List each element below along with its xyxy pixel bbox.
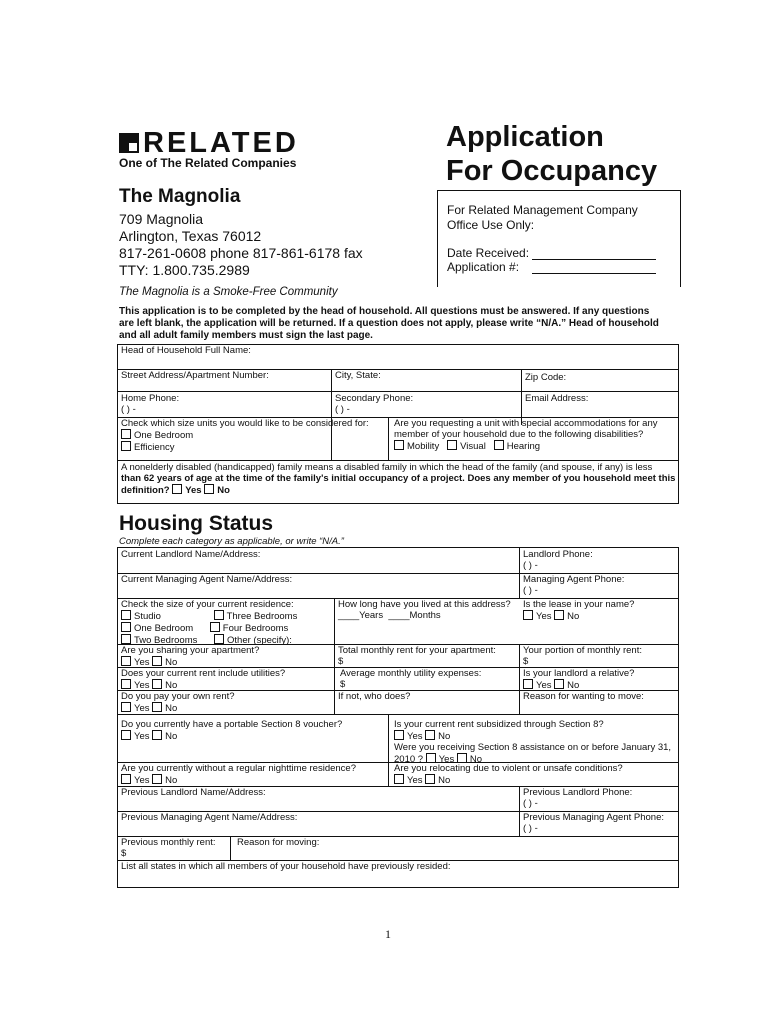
property-tty: TTY: 1.800.735.2989: [119, 262, 250, 278]
unit-size-label: Check which size units you would like to be considered for:: [121, 418, 369, 429]
yes-label: Yes: [185, 485, 202, 496]
hearing-label: Hearing: [506, 441, 541, 452]
utilities-question: [121, 668, 285, 691]
property-name: The Magnolia: [119, 186, 241, 207]
office-use-box: [437, 190, 681, 287]
nighttime-question: [121, 763, 356, 786]
monthly-rent-label: Total monthly rent for your apartment:: [338, 645, 496, 656]
yes-label: Yes: [134, 657, 150, 668]
secondary-phone-label: Secondary Phone:: [335, 393, 414, 404]
no-label: No: [165, 731, 178, 742]
prev-reason-field[interactable]: Reason for moving:: [237, 837, 320, 848]
avg-utility-label: Average monthly utility expenses:: [340, 668, 482, 679]
yes-checkbox[interactable]: [121, 774, 131, 784]
one-bed-checkbox[interactable]: [121, 622, 131, 632]
efficiency-label: Efficiency: [134, 442, 175, 453]
prev-rent-label: Previous monthly rent:: [121, 837, 216, 848]
other-checkbox[interactable]: [214, 634, 224, 644]
prev-landlord-phone-label: Previous Landlord Phone:: [523, 787, 633, 798]
visual-checkbox[interactable]: [447, 440, 457, 450]
related-logo: [119, 128, 299, 158]
home-phone-label: Home Phone:: [121, 393, 180, 404]
efficiency-option[interactable]: [121, 441, 369, 453]
yes-label: Yes: [407, 775, 423, 786]
one-bed-label: One Bedroom: [134, 623, 194, 634]
dollar-sign: $: [523, 656, 529, 667]
date-received-label: Date Received:: [447, 246, 530, 260]
prev-agent-phone-field[interactable]: [523, 812, 664, 834]
yes-label: Yes: [536, 680, 552, 691]
nighttime-label: Are you currently without a regular nighttime residence?: [121, 763, 356, 774]
disabled-definition-question: [121, 462, 675, 496]
definition-line-2: than 62 years of age at the time of the family's initial occupancy of a project. Does any member of you household meet this: [121, 473, 676, 484]
prev-agent-field[interactable]: Previous Managing Agent Name/Address:: [121, 812, 298, 823]
agent-phone-label: Managing Agent Phone:: [523, 574, 625, 585]
one-bedroom-label: One Bedroom: [134, 430, 194, 441]
no-checkbox[interactable]: [152, 730, 162, 740]
unit-size-question: [121, 418, 369, 453]
mobility-label: Mobility: [407, 441, 440, 452]
own-rent-label: Do you pay your own rent?: [121, 691, 235, 702]
no-checkbox[interactable]: [425, 730, 435, 740]
logo-text: RELATED: [143, 127, 299, 159]
how-long-question: [338, 599, 511, 621]
no-label: No: [567, 611, 580, 622]
prev-agent-phone-blank: ( ) -: [523, 823, 538, 834]
voucher-question: [121, 719, 342, 742]
zip-field[interactable]: Zip Code:: [525, 372, 567, 383]
prev-rent-field[interactable]: [121, 837, 216, 859]
no-checkbox[interactable]: [204, 484, 214, 494]
three-bed-checkbox[interactable]: [214, 610, 224, 620]
how-long-label: How long have you lived at this address?: [338, 599, 511, 610]
smoke-free-note: The Magnolia is a Smoke-Free Community: [119, 286, 338, 298]
title-line-1: Application: [446, 121, 604, 153]
yes-checkbox[interactable]: [121, 656, 131, 666]
no-checkbox[interactable]: [152, 702, 162, 712]
instructions: This application is to be completed by the head of household. All questions must be answered. If any questions are left blank, the application will be returned. If a question does not apply, please write “N/A.” Head of household and all adult family members must sign the last page.: [119, 306, 659, 341]
property-street: 709 Magnolia: [119, 211, 204, 227]
own-rent-question: [121, 691, 235, 714]
no-label: No: [165, 703, 178, 714]
accommodations-line-2: member of your household due to the following disabilities?: [394, 429, 644, 440]
avg-utility-question[interactable]: [340, 668, 481, 690]
definition-line-3: definition?: [121, 485, 170, 496]
relative-label: Is your landlord a relative?: [523, 668, 635, 679]
sharing-label: Are you sharing your apartment?: [121, 645, 260, 656]
two-bed-label: Two Bedrooms: [134, 635, 198, 646]
landlord-phone-label: Landlord Phone:: [523, 549, 593, 560]
one-bedroom-option[interactable]: [121, 429, 369, 441]
secondary-phone-blank: ( ) -: [335, 404, 350, 415]
office-line-2: Office Use Only:: [447, 218, 535, 232]
landlord-name-field[interactable]: Current Landlord Name/Address:: [121, 549, 261, 560]
states-field[interactable]: List all states in which all members of your household have previously resided:: [121, 861, 451, 872]
checkbox-icon[interactable]: [121, 441, 131, 451]
dollar-sign: $: [121, 848, 127, 859]
visual-label: Visual: [460, 441, 486, 452]
housing-status-subtitle: Complete each category as applicable, or write “N/A.”: [119, 536, 344, 547]
yes-label: Yes: [438, 754, 455, 765]
yes-label: Yes: [134, 680, 150, 691]
yes-checkbox[interactable]: [394, 730, 404, 740]
yes-label: Yes: [407, 731, 423, 742]
received-label-2: 2010 ?: [394, 754, 424, 765]
yes-label: Yes: [134, 775, 150, 786]
head-name-field[interactable]: Head of Household Full Name:: [121, 345, 251, 356]
studio-label: Studio: [134, 611, 161, 622]
residence-size-label: Check the size of your current residence:: [121, 599, 294, 610]
prev-landlord-phone-field[interactable]: [523, 787, 632, 809]
relocating-label: Are you relocating due to violent or unsafe conditions?: [394, 763, 623, 774]
relative-question: [523, 668, 634, 691]
city-state-field[interactable]: City, State:: [335, 370, 381, 381]
no-label: No: [165, 657, 178, 668]
subsidized-question: [394, 719, 671, 765]
date-received-line[interactable]: [532, 259, 656, 260]
no-checkbox[interactable]: [425, 774, 435, 784]
relocating-question: [394, 763, 623, 786]
four-bed-checkbox[interactable]: [210, 622, 220, 632]
studio-checkbox[interactable]: [121, 610, 131, 620]
months-field[interactable]: ____Months: [388, 610, 441, 621]
dollar-sign: $: [340, 679, 346, 690]
housing-status-title: Housing Status: [119, 512, 274, 535]
no-label: No: [438, 731, 451, 742]
mobility-checkbox[interactable]: [394, 440, 404, 450]
application-no-label: Application #:: [447, 260, 520, 274]
hearing-checkbox[interactable]: [494, 440, 504, 450]
no-label: No: [165, 680, 178, 691]
yes-checkbox[interactable]: [121, 702, 131, 712]
two-bed-checkbox[interactable]: [121, 634, 131, 644]
no-label: No: [469, 754, 482, 765]
no-label: No: [567, 680, 580, 691]
yes-checkbox[interactable]: [523, 610, 533, 620]
utilities-label: Does your current rent include utilities?: [121, 668, 286, 679]
landlord-phone-field[interactable]: [523, 549, 593, 571]
logo-mark-icon: [119, 133, 139, 153]
housing-form: [117, 547, 679, 888]
email-field[interactable]: Email Address:: [525, 393, 589, 404]
accommodations-line-1: Are you requesting a unit with special accommodations for any: [394, 418, 658, 429]
no-label: No: [438, 775, 451, 786]
no-label: No: [165, 775, 178, 786]
secondary-phone-field[interactable]: [335, 393, 413, 415]
residence-size-question: [121, 599, 297, 646]
yes-checkbox[interactable]: [121, 730, 131, 740]
office-line-1: For Related Management Company: [447, 203, 638, 217]
yes-checkbox[interactable]: [121, 679, 131, 689]
yes-checkbox[interactable]: [523, 679, 533, 689]
dollar-sign: $: [338, 656, 344, 667]
monthly-rent-question[interactable]: [338, 645, 496, 667]
agent-phone-blank: ( ) -: [523, 585, 538, 596]
page-number: 1: [385, 927, 391, 941]
years-field[interactable]: ____Years: [338, 610, 384, 621]
property-city: Arlington, Texas 76012: [119, 228, 262, 244]
who-pays-field[interactable]: If not, who does?: [338, 691, 411, 702]
agent-phone-field[interactable]: [523, 574, 624, 596]
yes-checkbox[interactable]: [394, 774, 404, 784]
checkbox-icon[interactable]: [121, 429, 131, 439]
yes-label: Yes: [134, 731, 150, 742]
no-checkbox[interactable]: [152, 679, 162, 689]
prev-agent-phone-label: Previous Managing Agent Phone:: [523, 812, 665, 823]
home-phone-blank: ( ) -: [121, 404, 136, 415]
lease-question: [523, 599, 634, 622]
definition-line-1: A nonelderly disabled (handicapped) family means a disabled family in which the head of the family (and spouse, if any) is less: [121, 462, 653, 473]
page-title: [446, 120, 657, 188]
landlord-phone-blank: ( ) -: [523, 560, 538, 571]
no-checkbox[interactable]: [554, 610, 564, 620]
lease-label: Is the lease in your name?: [523, 599, 635, 610]
no-checkbox[interactable]: [152, 774, 162, 784]
yes-label: Yes: [134, 703, 150, 714]
home-phone-field[interactable]: [121, 393, 179, 415]
reason-field[interactable]: Reason for wanting to move:: [523, 691, 644, 702]
voucher-label: Do you currently have a portable Section 8 voucher?: [121, 719, 343, 730]
rent-portion-question[interactable]: [523, 645, 642, 667]
other-label: Other (specify):: [227, 635, 292, 646]
property-phones: 817-261-0608 phone 817-861-6178 fax: [119, 245, 363, 261]
three-bed-label: Three Bedrooms: [226, 611, 298, 622]
tagline: One of The Related Companies: [119, 156, 297, 170]
agent-name-field[interactable]: Current Managing Agent Name/Address:: [121, 574, 293, 585]
applicant-form: [117, 344, 679, 504]
four-bed-label: Four Bedrooms: [222, 623, 289, 634]
received-label-1: Were you receiving Section 8 assistance on or before January 31,: [394, 742, 672, 753]
prev-landlord-field[interactable]: Previous Landlord Name/Address:: [121, 787, 266, 798]
no-checkbox[interactable]: [152, 656, 162, 666]
application-no-line[interactable]: [532, 273, 656, 274]
yes-label: Yes: [536, 611, 552, 622]
yes-checkbox[interactable]: [172, 484, 182, 494]
sharing-question: [121, 645, 259, 668]
no-label: No: [217, 485, 230, 496]
street-field[interactable]: Street Address/Apartment Number:: [121, 370, 269, 381]
prev-landlord-phone-blank: ( ) -: [523, 798, 538, 809]
rent-portion-label: Your portion of monthly rent:: [523, 645, 642, 656]
accommodations-question: [394, 418, 658, 452]
no-checkbox[interactable]: [554, 679, 564, 689]
title-line-2: For Occupancy: [446, 155, 658, 187]
subsidized-label: Is your current rent subsidized through Section 8?: [394, 719, 604, 730]
